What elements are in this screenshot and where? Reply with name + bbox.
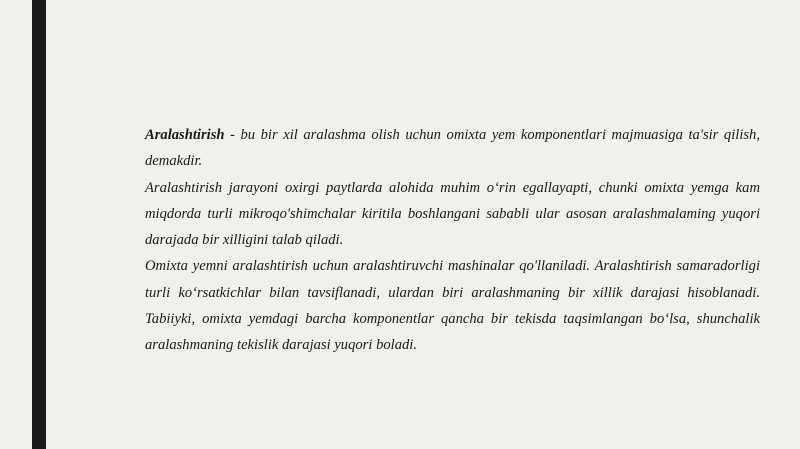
- term-aralashtirish: Aralashtirish: [145, 127, 225, 143]
- paragraph-importance: Aralashtirish jarayoni oxirgi paytlarda alohida muhim o‘rin egallayapti, chunki omixta yemga kam miqdorda turli mikroqo'shimchalar kiritila boshlangani sababli ular asosan aralashmalaming yuqori darajada bir xilligini talab qiladi.: [145, 179, 760, 249]
- slide-body: [145, 122, 760, 359]
- definition-text: - bu bir xil aralashma olish uchun omixta yem komponentlari majmuasiga ta'sir qilish, demakdir.: [145, 127, 760, 170]
- paragraph-definition: [145, 122, 760, 175]
- slide-accent-bar: [32, 0, 46, 449]
- paragraph-machines: Omixta yemni aralashtirish uchun aralashtiruvchi mashinalar qo'llaniladi. Aralashtirish samaradorligi turli ko‘rsatkichlar bilan tavsiflanadi, ulardan biri aralashmaning bir xillik darajasi hisoblanadi. Tabiiyki, omixta yemdagi barcha komponentlar qancha bir tekisda taqsimlangan bo‘lsa, shunchalik aralashmaning tekislik darajasi yuqori boladi.: [145, 258, 760, 354]
